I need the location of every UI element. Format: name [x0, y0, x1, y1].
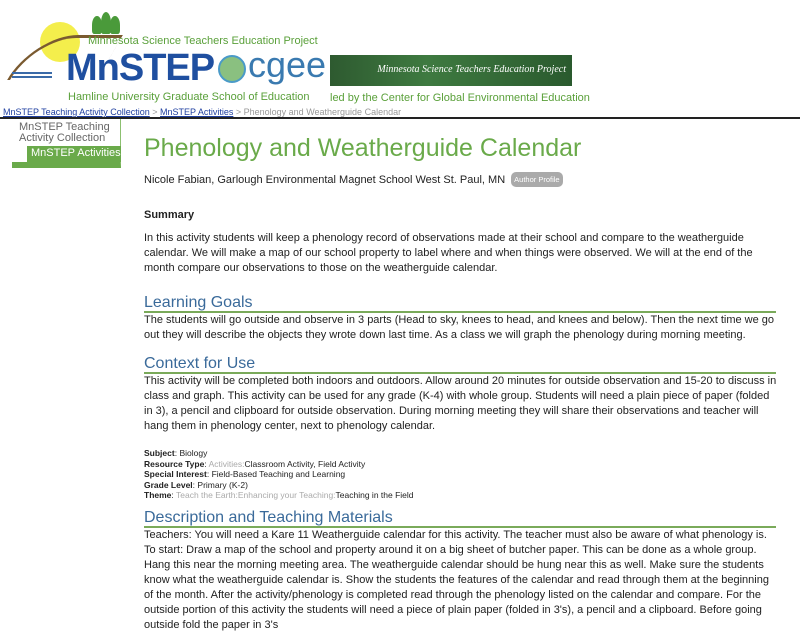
site-header: [0, 0, 800, 106]
theme-parent: Teach the Earth:Enhancing your Teaching:: [175, 490, 336, 500]
learning-goals-text: The students will go outside and observe in 3 parts (Head to sky, knees to head, and knees and below). Then the next time we go out they will describe the objects they wrote down last time. As a class we will graph the phenology during morning meeting.: [144, 314, 775, 341]
page-title: Phenology and Weatherguide Calendar: [144, 134, 582, 162]
author-name: Nicole Fabian, Garlough Environmental Magnet School West St. Paul, MN: [144, 173, 506, 186]
summary-heading: Summary: [144, 209, 195, 221]
cgee-banner-text: Minnesota Science Teachers Education Project: [377, 64, 566, 75]
sidebar: [12, 119, 121, 168]
description-heading: Description and Teaching Materials: [144, 509, 776, 528]
breadcrumb-activities[interactable]: MnSTEP Activities: [160, 107, 234, 117]
learning-goals-heading: Learning Goals: [144, 294, 776, 313]
resource-value: Classroom Activity, Field Activity: [244, 458, 366, 469]
subject-value: Biology: [179, 448, 208, 458]
theme-label: Theme: [144, 490, 172, 500]
mnstep-logo[interactable]: MnSTEP: [66, 47, 215, 89]
context-heading: Context for Use: [144, 355, 776, 374]
cgee-subtitle: led by the Center for Global Environmental Education: [330, 92, 590, 104]
context-text: This activity will be completed both indoors and outdoors. Allow around 20 minutes for outside observation and 15-20 to discuss in class and graph. This activity can be used for any grade (K-4) with whole group. Students will need a plain piece of paper (folded in 3), a pencil and clipboard for outside observation. During morning meeting they will share their observations and teacher will hang them in phenology center, next to phenology calendar.: [144, 375, 777, 432]
water-icon: [12, 72, 52, 78]
grade-label: Grade Level: [144, 479, 193, 490]
mnstep-tagline: Minnesota Science Teachers Education Project: [88, 35, 318, 47]
grade-value: Primary (K-2): [197, 479, 248, 490]
mnstep-subtitle: Hamline University Graduate School of Education: [68, 91, 310, 103]
sidebar-item-activities[interactable]: MnSTEP Activities: [27, 146, 121, 162]
breadcrumb-sep: >: [149, 107, 161, 117]
main-content: [144, 134, 780, 633]
resource-label: Resource Type: [144, 458, 205, 469]
cgee-banner: [330, 55, 572, 86]
cgee-logo[interactable]: cgee: [248, 44, 327, 85]
breadcrumb-collection[interactable]: MnSTEP Teaching Activity Collection: [3, 107, 150, 117]
breadcrumb-sep: >: [233, 107, 244, 117]
subject-label: Subject: [144, 448, 175, 458]
interest-label: Special Interest: [144, 469, 207, 479]
summary-text: In this activity students will keep a phenology record of observations made at their school and compare to the weatherguide calendar. We will make a map of our school property to label where and when things were observed. We will at the end of the month compare our observations to those on the weatherguide calendar.: [144, 232, 753, 274]
breadcrumb-current: Phenology and Weatherguide Calendar: [243, 107, 402, 117]
globe-icon: [218, 55, 246, 83]
interest-value: Field-Based Teaching and Learning: [211, 469, 346, 479]
author-profile-button[interactable]: Author Profile: [511, 172, 562, 187]
breadcrumb: [3, 107, 401, 117]
theme-value: Teaching in the Field: [335, 490, 414, 500]
resource-parent: Activities:: [208, 458, 245, 469]
trees-icon: [92, 12, 120, 34]
description-text: Teachers: You will need a Kare 11 Weatherguide calendar for this activity. The teacher must also be aware of what phenology is. To start: Draw a map of the school and property around it on a big sheet of butcher paper. This can be done as a whole group. Hang this near the morning meeting area. The weatherguide calendar should be hung near this as well. Make sure the students know what the weatherguide calendar is. Show the students the features of the calendar and read through them at the beginning of the month. After the activity/phenology is completed read through the phenology listed on the calendar and compare. For the outside portion of this activity the students will need a piece of plain paper (folded in 3's), a pencil and a clipboard. Before going outside fold the paper in 3's: [144, 528, 769, 631]
sidebar-item-collection[interactable]: MnSTEP Teaching Activity Collection: [19, 121, 110, 144]
author-line: [144, 172, 780, 187]
metadata: Subject: Biology Resource Type: Activities:Classroom Activity, Field Activity Special Interest: Field-Based Teaching and Learning Grade Level: Primary (K-2) Theme: Teach the Earth:Enhancing your Teaching:Teaching in the Field: [144, 448, 414, 500]
